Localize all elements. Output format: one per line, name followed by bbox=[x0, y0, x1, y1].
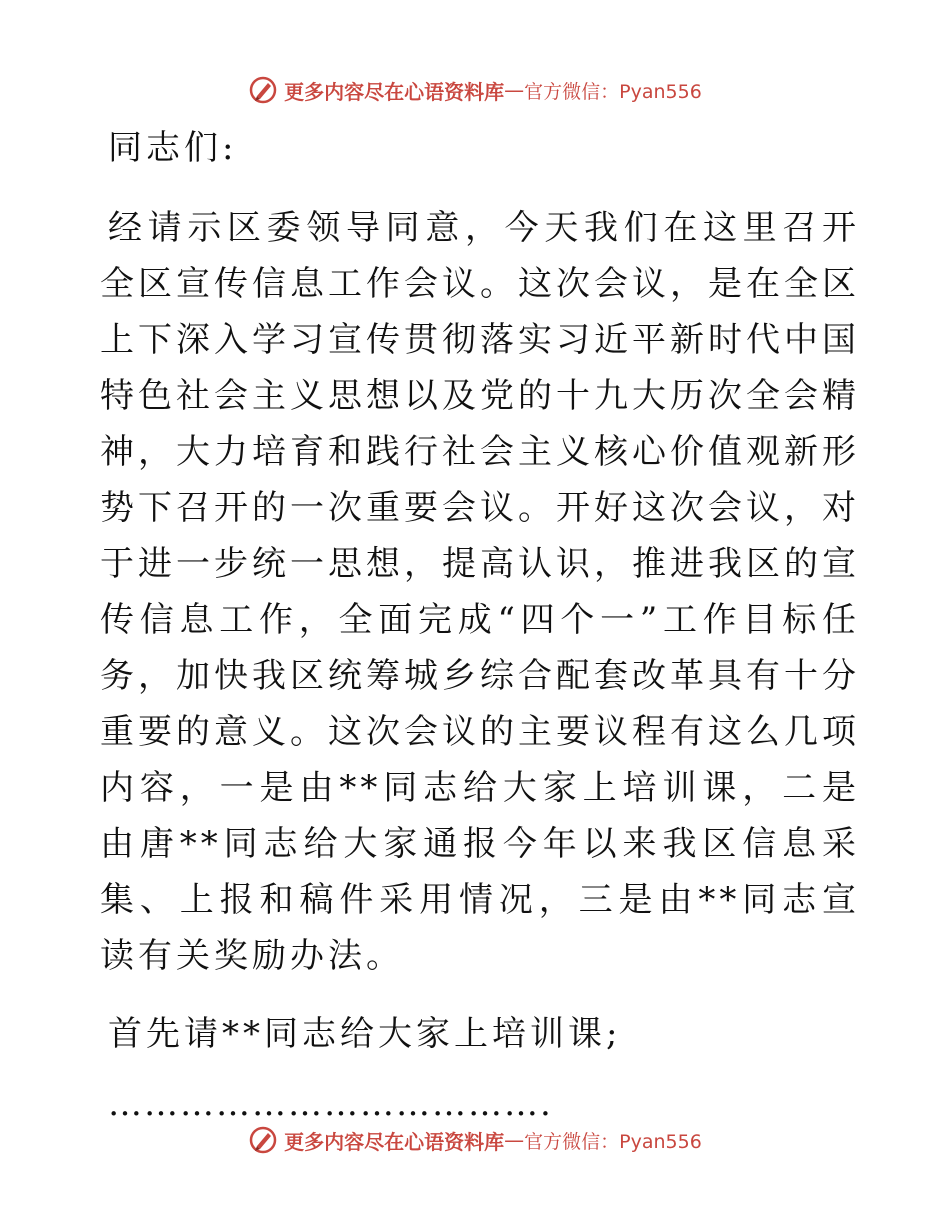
banner-dash: — bbox=[504, 78, 525, 102]
pen-logo-icon bbox=[248, 1125, 278, 1155]
banner-wechat: 官方微信：Pyan556 bbox=[524, 80, 702, 103]
main-paragraph: 经请示区委领导同意，今天我们在这里召开全区宣传信息工作会议。这次会议，是在全区上下深入学习宣传贯彻落实习近平新时代中国特色社会主义思想以及党的十九大历次全会精神，大力培育和践行社会主义核心价值观新形势下召开的一次重要会议。开好这次会议，对于进一步统一思想，提高认识，推进我区的宣传信息工作，全面完成“四个一”工作目标任务，加快我区统筹城乡综合配套改革具有十分重要的意义。这次会议的主要议程有这么几项内容，一是由**同志给大家上培训课，二是由唐**同志给大家通报今年以来我区信息采集、上报和稿件采用情况，三是由**同志宣读有关奖励办法。 bbox=[100, 208, 860, 976]
footer-banner bbox=[0, 1120, 950, 1160]
header-banner bbox=[0, 70, 950, 110]
banner-wechat: 官方微信：Pyan556 bbox=[524, 1130, 702, 1153]
salutation: 同志们: bbox=[108, 128, 238, 168]
banner-dash: — bbox=[504, 1128, 525, 1152]
banner-text: 更多内容尽在心语资料库 bbox=[284, 1129, 505, 1154]
pen-logo-icon bbox=[248, 75, 278, 105]
banner-text: 更多内容尽在心语资料库 bbox=[284, 79, 505, 104]
document-body bbox=[100, 118, 860, 1132]
first-agenda-item: 首先请**同志给大家上培训课; bbox=[108, 1014, 622, 1054]
ellipsis-line: ………………………………. bbox=[108, 1084, 553, 1124]
